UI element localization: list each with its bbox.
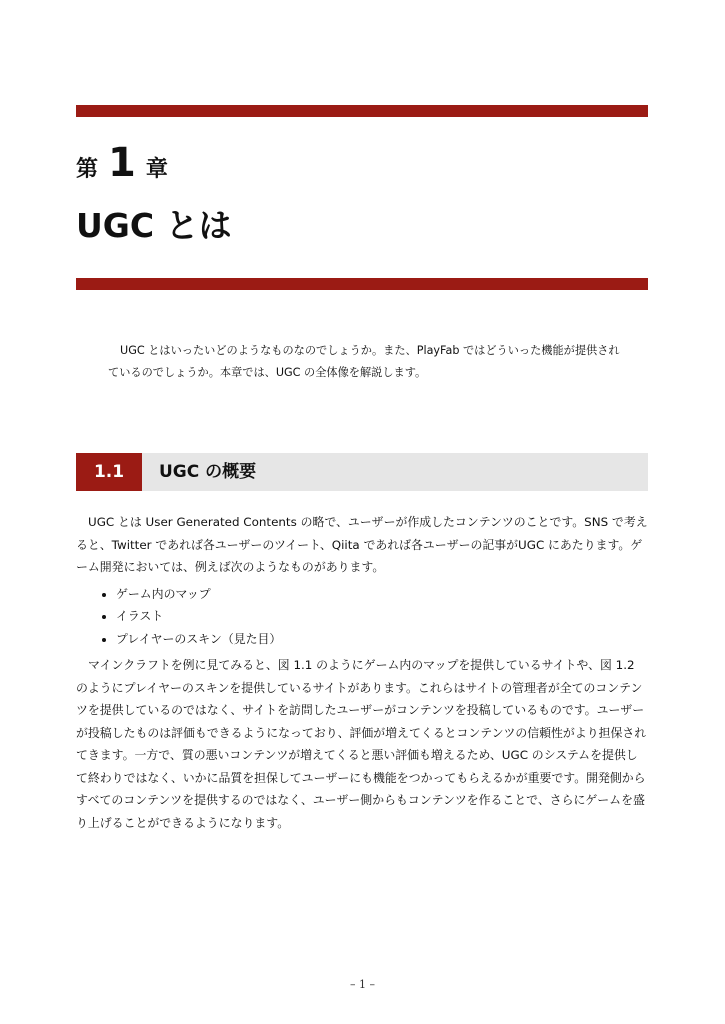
- abstract-text: UGC とはいったいどのようなものなのでしょうか。また、PlayFab ではどういった機能が提供されているのでしょうか。本章では、UGC の全体像を解説します。: [108, 344, 620, 379]
- page-number: – 1 –: [350, 978, 375, 991]
- section-heading: [76, 453, 648, 491]
- section-title: UGC の概要: [159, 462, 257, 482]
- chapter-label-prefix: 第: [76, 157, 99, 182]
- chapter-title: UGC とは: [76, 206, 232, 245]
- body-paragraph-1: UGC とは User Generated Contents の略で、ユーザーが作成したコンテンツのことです。SNS で考えると、Twitter であれば各ユーザーのツイート、Qiita であれば各ユーザーの記事がUGC にあたります。ゲーム開発においては、例えば次のようなものがあります。: [76, 515, 648, 574]
- chapter-top-rule: [76, 105, 648, 117]
- example-list: [76, 583, 648, 651]
- chapter-number: 1: [108, 140, 136, 186]
- section-number: 1.1: [76, 453, 142, 491]
- chapter-bottom-rule: [76, 278, 648, 290]
- list-item: • イラスト: [116, 605, 648, 628]
- list-item: • プレイヤーのスキン（見た目）: [116, 628, 648, 651]
- chapter-label-suffix: 章: [145, 157, 168, 182]
- chapter-label: [76, 140, 168, 186]
- chapter-abstract: [108, 340, 628, 384]
- list-item: • ゲーム内のマップ: [116, 583, 648, 606]
- body-paragraph-2: マインクラフトを例に見てみると、図 1.1 のようにゲーム内のマップを提供しているサイトや、図 1.2 のようにプレイヤーのスキンを提供しているサイトがあります。これらはサイトの管理者が全てのコンテンツを提供しているのではなく、サイトを訪問したユーザーがコンテンツを投稿しているものです。ユーザーが投稿したものは評価もできるようになっており、評価が増えてくるとコンテンツの信頼性がより担保されてきます。一方で、質の悪いコンテンツが増えてくると悪い評価も増えるため、UGC のシステムを提供して終わりではなく、いかに品質を担保してユーザーにも機能をつかってもらえるかが重要です。開発側からすべてのコンテンツを提供するのではなく、ユーザー側からもコンテンツを作ることで、さらにゲームを盛り上げることができるようになります。: [76, 658, 647, 830]
- section-body: [76, 511, 648, 834]
